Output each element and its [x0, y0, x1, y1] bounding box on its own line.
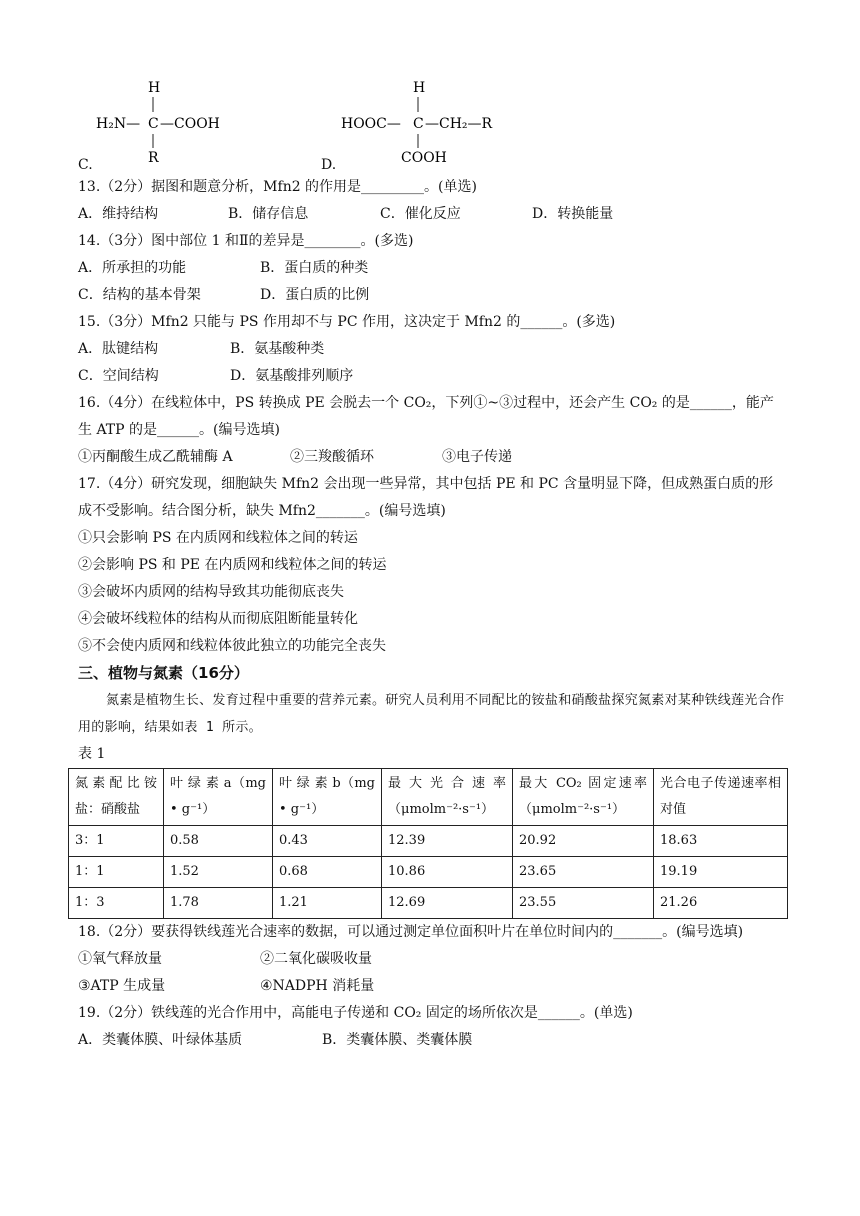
section-3-title: 三、植物与氮素（16分）	[78, 664, 249, 682]
table-cell: 1：3	[69, 888, 164, 919]
q13-option-c[interactable]: C．催化反应	[380, 206, 461, 222]
question-15-stem: 15.（3分）Mfn2 只能与 PS 作用却不与 PC 作用，这决定于 Mfn2 的______。(多选)	[78, 314, 616, 330]
struct-d-left: HOOC—	[341, 116, 401, 132]
table-cell: 19.19	[654, 857, 788, 888]
q17-item-4: ④会破坏线粒体的结构从而彻底阻断能量转化	[78, 611, 358, 627]
q19-option-b[interactable]: B．类囊体膜、类囊体膜	[322, 1032, 473, 1048]
question-14-options-row1	[78, 255, 786, 282]
option-d-label: D.	[321, 157, 337, 173]
question-13-options	[78, 201, 786, 228]
q14-option-c[interactable]: C．结构的基本骨架	[78, 287, 201, 303]
table-header-row	[69, 769, 788, 826]
table-cell: 0.58	[164, 826, 273, 857]
q14-option-b[interactable]: B．蛋白质的种类	[260, 260, 369, 276]
struct-c-carbon: C	[148, 116, 159, 132]
table-cell: 20.92	[513, 826, 654, 857]
question-18-options-row2	[78, 973, 786, 1000]
question-19-options	[78, 1027, 786, 1054]
table-row	[69, 857, 788, 888]
struct-c-r: R	[148, 150, 159, 166]
question-18-stem: 18.（2分）要获得铁线莲光合速率的数据，可以通过测定单位面积叶片在单位时间内的_______。(编号选填)	[78, 924, 744, 940]
q14-option-d[interactable]: D．蛋白质的比例	[260, 287, 370, 303]
struct-d-carbon: C	[413, 116, 424, 132]
question-13-stem: 13.（2分）据图和题意分析，Mfn2 的作用是_________。(单选)	[78, 179, 477, 195]
struct-d-bottom: COOH	[401, 150, 447, 166]
q18-option-1: ①氧气释放量	[78, 951, 162, 967]
table-cell: 0.68	[273, 857, 382, 888]
question-15-options-row1	[78, 336, 786, 363]
q18-option-3: ③ATP 生成量	[78, 978, 166, 994]
table-header-ratio: 氮素配比铵盐：硝酸盐	[69, 769, 164, 826]
question-16-stem: 16.（4分）在线粒体中，PS 转换成 PE 会脱去一个 CO₂，下列①~③过程中，还会产生 CO₂ 的是______，能产生 ATP 的是______。(编号选填)	[78, 395, 774, 438]
table-header-electron-rate: 光合电子传递速率相对值	[654, 769, 788, 826]
exam-page	[75, 70, 786, 1054]
q13-option-a[interactable]: A．维持结构	[78, 206, 159, 222]
table-header-max-photo-rate: 最大光合速率（μmolm⁻²·s⁻¹）	[382, 769, 513, 826]
structure-d-formula	[323, 70, 523, 170]
q18-option-2: ②二氧化碳吸收量	[260, 951, 372, 967]
table-1-caption: 表 1	[78, 746, 106, 762]
q14-option-a[interactable]: A．所承担的功能	[78, 260, 187, 276]
option-c-label: C.	[78, 157, 93, 173]
structure-options	[78, 70, 786, 174]
table-1	[68, 768, 788, 919]
struct-c-h: H	[148, 80, 161, 96]
struct-d-right: —CH₂—R	[425, 116, 493, 132]
q19-option-a[interactable]: A．类囊体膜、叶绿体基质	[78, 1032, 243, 1048]
table-header-chl-b: 叶 绿 素 b（mg • g⁻¹）	[273, 769, 382, 826]
table-cell: 23.55	[513, 888, 654, 919]
table-cell: 18.63	[654, 826, 788, 857]
q17-item-2: ②会影响 PS 和 PE 在内质网和线粒体之间的转运	[78, 557, 387, 573]
q16-option-2: ②三羧酸循环	[290, 449, 374, 465]
table-header-chl-a: 叶 绿 素 a（mg • g⁻¹）	[164, 769, 273, 826]
struct-c-right: —COOH	[160, 116, 220, 132]
q15-option-d[interactable]: D．氨基酸排列顺序	[230, 368, 354, 384]
q13-option-d[interactable]: D．转换能量	[532, 206, 614, 222]
table-cell: 23.65	[513, 857, 654, 888]
question-18-options-row1	[78, 946, 786, 973]
q17-item-5: ⑤不会使内质网和线粒体彼此独立的功能完全丧失	[78, 638, 386, 654]
table-cell: 1.52	[164, 857, 273, 888]
table-cell: 0.43	[273, 826, 382, 857]
table-cell: 10.86	[382, 857, 513, 888]
table-cell: 21.26	[654, 888, 788, 919]
question-15-options-row2	[78, 363, 786, 390]
q13-option-b[interactable]: B．储存信息	[228, 206, 309, 222]
struct-c-left: H₂N—	[96, 116, 141, 132]
question-16-options	[78, 444, 786, 471]
table-cell: 12.39	[382, 826, 513, 857]
table-row	[69, 826, 788, 857]
q15-option-a[interactable]: A．肽键结构	[78, 341, 159, 357]
q16-option-3: ③电子传递	[442, 449, 512, 465]
structure-c-formula	[78, 70, 258, 170]
q18-option-4: ④NADPH 消耗量	[260, 978, 375, 994]
table-cell: 1.21	[273, 888, 382, 919]
q17-item-1: ①只会影响 PS 在内质网和线粒体之间的转运	[78, 530, 358, 546]
q15-option-c[interactable]: C．空间结构	[78, 368, 159, 384]
table-cell: 3：1	[69, 826, 164, 857]
q17-item-3: ③会破坏内质网的结构导致其功能彻底丧失	[78, 584, 344, 600]
q15-option-b[interactable]: B．氨基酸种类	[230, 341, 325, 357]
question-17-stem: 17.（4分）研究发现，细胞缺失 Mfn2 会出现一些异常，其中包括 PE 和 PC 含量明显下降，但成熟蛋白质的形成不受影响。结合图分析，缺失 Mfn2_______。(编号选填)	[78, 476, 774, 519]
struct-d-h: H	[413, 80, 426, 96]
question-14-stem: 14.（3分）图中部位 1 和Ⅱ的差异是________。(多选)	[78, 233, 414, 249]
q16-option-1: ①丙酮酸生成乙酰辅酶 A	[78, 449, 233, 465]
section-3-intro: 氮素是植物生长、发育过程中重要的营养元素。研究人员利用不同配比的铵盐和硝酸盐探究氮素对某种铁线莲光合作用的影响，结果如表 1 所示。	[78, 693, 785, 735]
table-cell: 1：1	[69, 857, 164, 888]
table-cell: 12.69	[382, 888, 513, 919]
question-14-options-row2	[78, 282, 786, 309]
table-row	[69, 888, 788, 919]
table-header-max-co2-rate: 最大 CO₂ 固定速率（μmolm⁻²·s⁻¹）	[513, 769, 654, 826]
table-cell: 1.78	[164, 888, 273, 919]
question-19-stem: 19.（2分）铁线莲的光合作用中，高能电子传递和 CO₂ 固定的场所依次是______。(单选)	[78, 1005, 633, 1021]
